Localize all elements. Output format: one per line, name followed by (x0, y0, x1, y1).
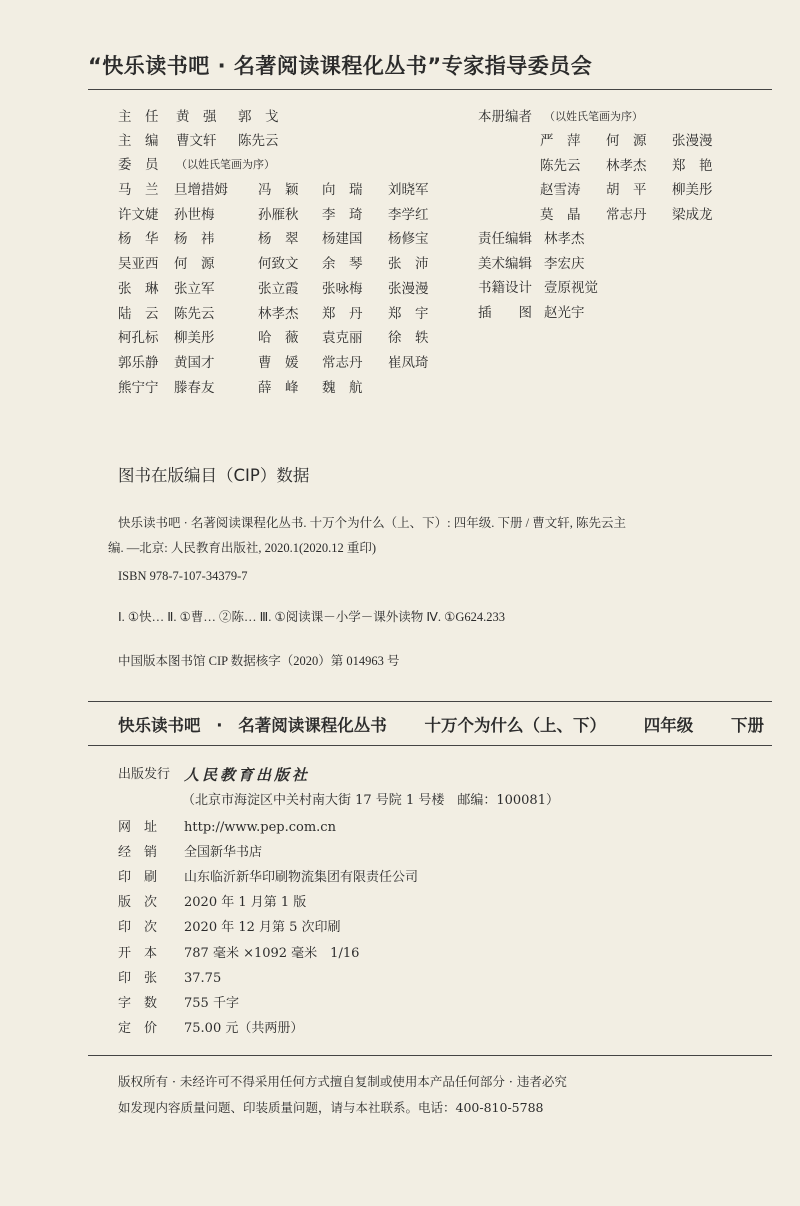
publisher-address: （北京市海淀区中关村南大街 17 号院 1 号楼 邮编：100081） (182, 793, 559, 808)
publication-value: 全国新华书店 (184, 845, 263, 861)
series-name: 快乐读书吧 · 名著阅读课程化丛书 (118, 716, 387, 735)
member-name: 郭乐静 (118, 354, 159, 371)
publication-label: 字 数 (118, 995, 158, 1011)
publication-value: 755 千字 (184, 995, 239, 1011)
member-name: 熊宁宁 (118, 379, 159, 396)
editor-name: 陈先云 (540, 157, 581, 174)
member-name: 余 琴 (322, 256, 363, 273)
member-name: 杨 华 (118, 231, 159, 248)
director-name: 黄 强 (176, 109, 217, 125)
cip-line: 快乐读书吧 · 名著阅读课程化丛书. 十万个为什么（上、下）: 四年级. 下册 / 曹文轩, 陈先云主 (118, 516, 626, 530)
publication-label: 定 价 (118, 1020, 158, 1036)
publication-value: http://www.pep.com.cn (184, 820, 336, 835)
publication-label: 版 次 (118, 895, 158, 911)
member-name: 魏 航 (322, 379, 363, 396)
cip-heading: 图书在版编目（CIP）数据 (118, 466, 310, 485)
member-name: 张 琳 (118, 280, 159, 297)
member-name: 刘晓军 (388, 182, 429, 198)
editor-name: 常志丹 (606, 206, 647, 223)
member-name: 李学红 (388, 206, 429, 223)
member-name: 薛 峰 (258, 379, 299, 396)
chief-editor-name: 曹文轩 (176, 133, 217, 149)
role-label: 责任编辑 (478, 231, 532, 247)
publication-label: 印 张 (118, 970, 158, 986)
member-name: 张立霞 (258, 280, 299, 297)
publication-label: 印 刷 (118, 870, 158, 886)
member-name: 杨 祎 (174, 231, 215, 248)
role-label: 书籍设计 (478, 280, 532, 297)
divider (88, 701, 772, 702)
grade: 四年级 (643, 716, 694, 735)
member-name: 曹 媛 (258, 354, 299, 371)
member-name: 郑 丹 (322, 305, 363, 322)
chief-editor-label: 主 编 (118, 133, 159, 149)
member-name: 杨修宝 (388, 231, 429, 248)
publication-value: 75.00 元（共两册） (184, 1020, 304, 1036)
role-label: 插 图 (478, 305, 532, 322)
divider (88, 89, 772, 90)
committee-title: “快乐读书吧 · 名著阅读课程化丛书”专家指导委员会 (88, 54, 593, 78)
member-name: 孙雁秋 (258, 206, 299, 223)
contact-notice: 如发现内容质量问题、印装质量问题，请与本社联系。电话：400-810-5788 (118, 1100, 544, 1115)
member-name: 黄国才 (174, 354, 215, 371)
publication-label: 开 本 (118, 945, 158, 961)
editor-name: 郑 艳 (672, 157, 713, 174)
publication-label: 经 销 (118, 845, 158, 861)
series-line (118, 712, 786, 736)
member-name: 柳美彤 (174, 330, 215, 347)
member-name: 张漫漫 (388, 280, 429, 297)
editor-name: 胡 平 (606, 182, 647, 198)
member-name: 旦增措姆 (174, 182, 228, 198)
director-name: 郭 戈 (238, 109, 279, 125)
member-name: 冯 颖 (258, 182, 299, 198)
publication-label: 网 址 (118, 820, 158, 835)
cip-classification: Ⅰ. ①快… Ⅱ. ①曹… ②陈… Ⅲ. ①阅读课－小学－课外读物 Ⅳ. ①G624.233 (118, 610, 505, 624)
member-name: 陆 云 (118, 305, 159, 322)
member-name: 杨 翠 (258, 231, 299, 248)
cip-isbn: ISBN 978-7-107-34379-7 (118, 569, 248, 583)
members-note: （以姓氏笔画为序） (176, 158, 275, 171)
role-value: 李宏庆 (544, 255, 585, 272)
member-name: 滕春友 (174, 379, 215, 396)
role-value: 林孝杰 (544, 231, 585, 247)
publication-value: 2020 年 1 月第 1 版 (184, 895, 307, 911)
member-name: 常志丹 (322, 354, 363, 371)
publisher-label: 出版发行 (118, 767, 171, 782)
copyright-notice: 版权所有 · 未经许可不得采用任何方式擅自复制或使用本产品任何部分 · 违者必究 (118, 1074, 567, 1089)
member-name: 郑 宇 (388, 305, 429, 322)
volume: 下册 (731, 716, 765, 735)
publication-label: 印 次 (118, 920, 158, 936)
publisher-logo: 人民教育出版社 (184, 766, 311, 784)
member-name: 马 兰 (118, 182, 159, 198)
member-name: 哈 薇 (258, 330, 299, 347)
editor-name: 赵雪涛 (540, 182, 581, 198)
chief-editor-name: 陈先云 (238, 133, 279, 149)
member-name: 孙世梅 (174, 206, 215, 223)
member-name: 张 沛 (388, 256, 429, 273)
role-value: 赵光宇 (544, 305, 585, 322)
role-label: 美术编辑 (478, 255, 532, 272)
editor-name: 严 萍 (540, 133, 581, 149)
member-name: 许文婕 (118, 206, 159, 223)
member-name: 袁克丽 (322, 330, 363, 347)
members-label: 委 员 (118, 157, 159, 173)
editor-name: 张漫漫 (672, 133, 713, 149)
director-label: 主 任 (118, 109, 159, 125)
member-name: 张咏梅 (322, 280, 363, 297)
editors-label: 本册编者 (478, 109, 532, 125)
publication-value: 37.75 (184, 970, 222, 986)
member-name: 何 源 (174, 256, 215, 273)
cip-record: 中国版本图书馆 CIP 数据核字（2020）第 014963 号 (118, 654, 400, 668)
member-name: 徐 轶 (388, 330, 429, 347)
member-name: 何致文 (258, 256, 299, 273)
member-name: 柯孔标 (118, 330, 159, 347)
book-title: 十万个为什么（上、下） (424, 716, 607, 735)
member-name: 林孝杰 (258, 305, 299, 322)
member-name: 张立军 (174, 280, 215, 297)
member-name: 吴亚西 (118, 256, 159, 273)
publication-value: 山东临沂新华印刷物流集团有限责任公司 (184, 870, 419, 886)
cip-line: 编. —北京: 人民教育出版社, 2020.1(2020.12 重印) (108, 541, 377, 555)
publication-value: 787 毫米 ×1092 毫米 1/16 (184, 945, 360, 961)
member-name: 李 琦 (322, 206, 363, 223)
editor-name: 莫 晶 (540, 206, 581, 223)
divider (88, 745, 772, 746)
editor-name: 梁成龙 (672, 206, 713, 223)
role-value: 壹原视觉 (544, 280, 598, 297)
publication-value: 2020 年 12 月第 5 次印刷 (184, 920, 341, 936)
editors-note: （以姓氏笔画为序） (544, 110, 643, 123)
divider (88, 1055, 772, 1056)
member-name: 崔凤琦 (388, 354, 429, 371)
member-name: 陈先云 (174, 305, 215, 322)
member-name: 向 瑞 (322, 182, 363, 198)
editor-name: 何 源 (606, 133, 647, 149)
member-name: 杨建国 (322, 231, 363, 248)
editor-name: 林孝杰 (606, 157, 647, 174)
editor-name: 柳美彤 (672, 182, 713, 198)
